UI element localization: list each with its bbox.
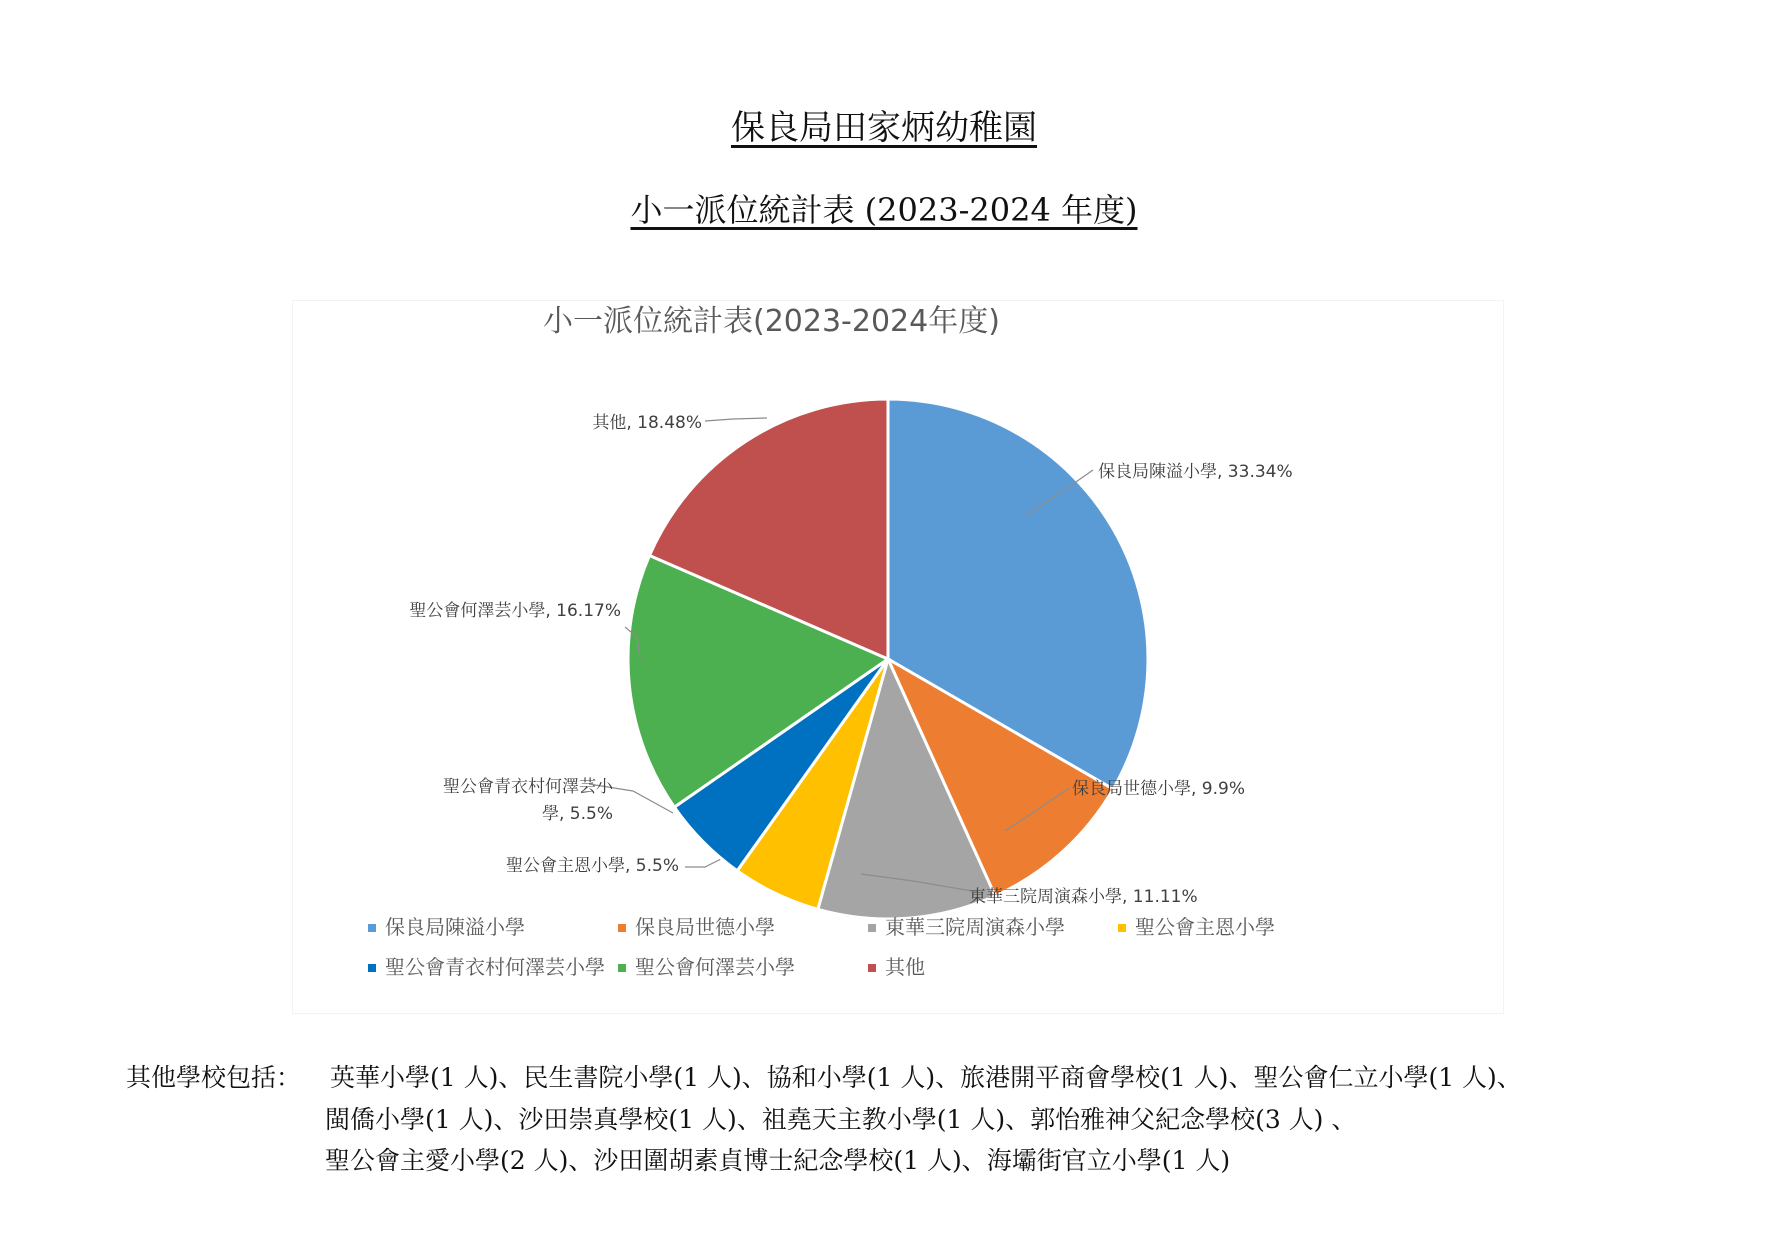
pie-chart-svg	[293, 301, 1503, 1013]
footnote-line: 聖公會主愛小學(2 人)、沙田圍胡素貞博士紀念學校(1 人)、海壩街官立小學(1 人)	[325, 1146, 1231, 1175]
legend-swatch	[1118, 924, 1126, 932]
legend-swatch	[868, 964, 876, 972]
data-label: 其他, 18.48%	[592, 413, 702, 433]
legend-swatch	[618, 964, 626, 972]
document-subtitle: 小一派位統計表 (2023-2024 年度)	[630, 191, 1138, 229]
legend-label: 保良局世德小學	[635, 915, 775, 939]
data-label: 聖公會主恩小學, 5.5%	[506, 856, 679, 876]
data-label: 保良局陳溢小學, 33.34%	[1098, 462, 1293, 482]
data-label: 東華三院周演森小學, 11.11%	[969, 887, 1198, 907]
legend-label: 其他	[885, 955, 925, 979]
pie-chart	[292, 300, 1504, 1014]
leader-line	[705, 418, 767, 421]
legend-label: 聖公會主恩小學	[1135, 915, 1275, 939]
legend-label: 聖公會青衣村何澤芸小學	[385, 955, 605, 979]
legend-label: 保良局陳溢小學	[385, 915, 525, 939]
legend-swatch	[368, 964, 376, 972]
document-title: 保良局田家炳幼稚園	[731, 108, 1037, 148]
footnote-label: 其他學校包括：	[126, 1063, 302, 1092]
data-label: 聖公會青衣村何澤芸小學, 5.5%	[443, 777, 613, 824]
legend-label: 東華三院周演森小學	[885, 915, 1065, 939]
data-label: 聖公會何澤芸小學, 16.17%	[409, 601, 621, 621]
footnote-line: 閩僑小學(1 人)、沙田崇真學校(1 人)、祖堯天主教小學(1 人)、郭怡雅神父紀念學校(3 人) 、	[325, 1105, 1357, 1134]
footnote-line: 英華小學(1 人)、民生書院小學(1 人)、協和小學(1 人)、旅港開平商會學校(1 人)、聖公會仁立小學(1 人)、	[330, 1063, 1522, 1092]
data-label: 保良局世德小學, 9.9%	[1072, 779, 1245, 799]
legend-swatch	[368, 924, 376, 932]
legend-swatch	[868, 924, 876, 932]
legend-swatch	[618, 924, 626, 932]
legend-label: 聖公會何澤芸小學	[635, 955, 795, 979]
chart-title: 小一派位統計表(2023-2024年度)	[543, 304, 1000, 339]
